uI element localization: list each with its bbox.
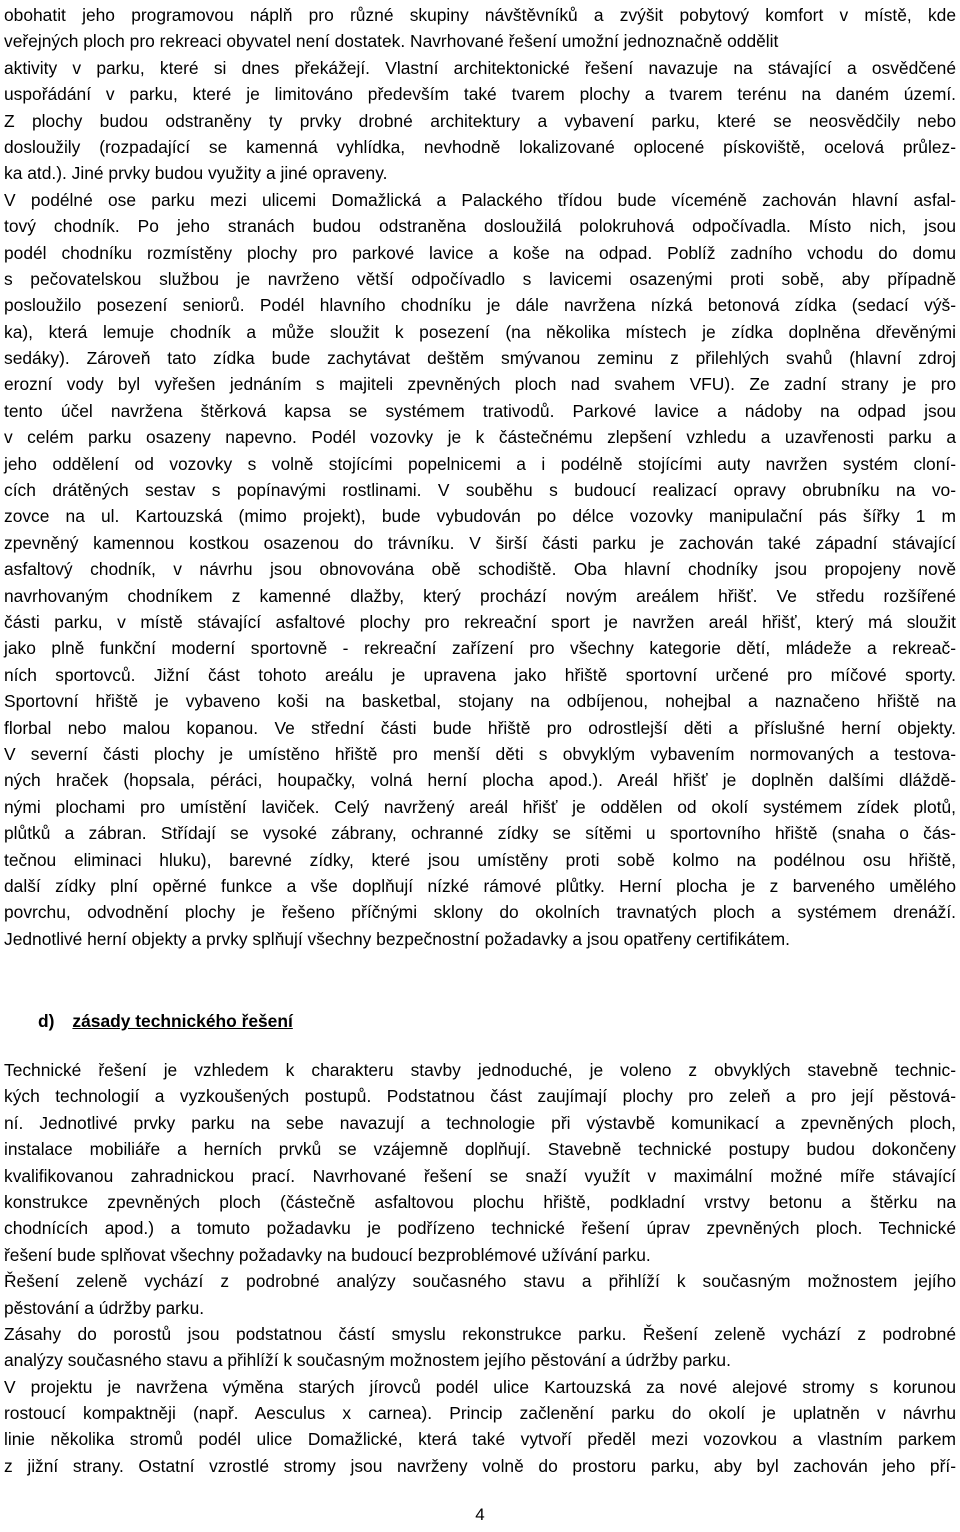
text-line: ných hraček (hopsala, péráci, houpačky, volná herní plocha apod.). Areál hřišť je doplněn dalšími dláždě- [4, 770, 956, 791]
text-line: pěstování a údržby parku. [4, 1297, 205, 1318]
page-number: 4 [475, 1505, 485, 1524]
text-line: Řešení zeleně vychází z podrobné analýzy současného stavu a přihlíží k současným možnostem jejího [4, 1271, 956, 1292]
text-line: veřejných ploch pro rekreaci obyvatel není dostatek. Navrhované řešení umožní jednoznačně oddělit [4, 31, 779, 52]
text-line: další zídky plní opěrné funkce a vše doplňují nízké rámové plůtky. Herní plocha je z barveného umělého [4, 875, 956, 896]
text-line: jako plně funkční moderní sportovně - rekreační zařízení pro všechny kategorie dětí, mládeže a rekreač- [4, 638, 956, 659]
section-heading-title: zásady technického řešení [72, 1011, 293, 1031]
text-line: jeho oddělení od vozovky s volně stojícími popelnicemi a i podélně stojícími auty navržen systém cloní- [4, 453, 956, 474]
text-line: ka atd.). Jiné prvky budou využity a jiné opraveny. [4, 163, 388, 184]
text-line: v celém parku osazeny napevno. Podél vozovky je k částečnému zlepšení vzhledu a uzavřenosti parku a [4, 427, 956, 448]
text-line: nými plochami pro umístění laviček. Celý navržený areál hřišť je oddělen od okolí systémem zídek plotů, [4, 796, 956, 817]
text-line: tový chodník. Po jeho stranách budou odstraněna dosloužilá polokruhová odpočívadla. Místo nich, jsou [4, 216, 956, 237]
text-line: erozní vody byl vyřešen jednáním s majiteli zpevněných ploch nad svahem VFU). Ze zadní strany je pro [4, 374, 956, 395]
text-line: části parku, v místě stávající asfaltové plochy pro rekreační sport je navržen areál hřišť, který má sloužit [4, 611, 956, 632]
text-line: s pečovatelskou službou je navrženo větší odpočívadlo s lavicemi osazenými proti sobě, aby případně [4, 268, 956, 289]
text-line: instalace mobiliáře a herních prvků se vzájemně doplňují. Stavebně technické postupy budou dokončeny [4, 1139, 956, 1160]
text-line: z jižní strany. Ostatní vzrostlé stromy jsou navrženy volně do prostoru parku, aby byl zachován jeho pří- [4, 1455, 956, 1476]
text-line: ka), která lemuje chodník a může sloužit k posezení (na několika místech je zídka doplněna dřevěnými [4, 321, 956, 342]
text-line: zovce na ul. Kartouzská (mimo projekt), bude vybudován po délce vozovky manipulační pás šířky 1 m [4, 506, 956, 527]
text-line: aktivity v parku, které si dnes překážejí. Vlastní architektonické řešení navazuje na stávající a osvědčené [4, 57, 956, 78]
body-text-bottom [4, 1057, 956, 1479]
text-line: florbal nebo malou kopanou. Ve střední části bude hřiště pro odrostlejší děti a příslušné herní objekty. [4, 717, 956, 738]
text-line: linie několika stromů podél ulice Domažlické, která také vytvoří předěl mezi vozovkou a vlastním parkem [4, 1429, 956, 1450]
text-line: ních sportovců. Jižní část tohoto areálu je upravena jako hřiště sportovní určené pro míčové sporty. [4, 664, 956, 685]
text-line: kých technologií a vyzkoušených postupů. Podstatnou část zaujímají plochy pro zeleň a pro její pěstová- [4, 1086, 956, 1107]
text-line: navrhovaným chodníkem z kamenné dlažby, který prochází novým areálem hřišť. Ve středu rozšířené [4, 585, 956, 606]
text-line: Sportovní hřiště je vybaveno koši na basketbal, stojany na odbíjenou, nohejbal a naznačeno hřiště na [4, 691, 956, 712]
text-line: chodnících apod.) a tomuto požadavku je podřízeno technické řešení úprav zpevněných ploch. Technické [4, 1218, 956, 1239]
text-line: zpevněný kamennou kostkou osazenou do trávníku. V širší části parku je zachován také západní stávající [4, 532, 956, 553]
text-line: V podélné ose parku mezi ulicemi Domažlická a Palackého třídou bude víceméně zachován hlavní asfal- [4, 189, 956, 210]
text-line: V projektu je navržena výměna starých jírovců podél ulice Kartouzská za nové alejové stromy s korunou [4, 1376, 956, 1397]
section-heading [38, 1008, 293, 1034]
text-line: cích drátěných sestav s popínavými rostlinami. V souběhu s budoucí realizací opravy obrubníku na vo- [4, 480, 956, 501]
text-line: sedáky). Zároveň tato zídka bude zachytávat deštěm smývanou zeminu z přilehlých svahů (hlavní zdroj [4, 348, 956, 369]
text-line: analýzy současného stavu a přihlíží k současným možnostem jejího pěstování a údržby parku. [4, 1350, 731, 1371]
text-line: konstrukce zpevněných ploch (částečně asfaltovou plochu hřiště, podkladní vrstvy betonu a štěrku na [4, 1191, 956, 1212]
text-line: plůtků a zábran. Střídají se vysoké zábrany, ochranné zídky se sítěmi u sportovního hřiště (snaha o čás- [4, 823, 956, 844]
text-line: povrchu, odvodnění plochy je řešeno příčnými sklony do okolních travnatých ploch a systémem drenáží. [4, 902, 956, 923]
text-line: Z plochy budou odstraněny ty prvky drobné architektury a vybavení parku, které se neosvědčily nebo [4, 110, 956, 131]
text-line: tečnou eliminaci hluku), barevné zídky, které jsou umístěny proti sobě kolmo na podélnou osu hřiště, [4, 849, 956, 870]
text-line: dosloužily (rozpadající se kamenná vyhlídka, nevhodně lokalizované oplocené pískoviště, ocelová průlez- [4, 136, 956, 157]
text-line: uspořádání v parku, které je limitováno především také tvarem plochy a tvarem terénu na daném území. [4, 84, 956, 105]
text-line: ní. Jednotlivé prvky parku na sebe navazují a technologie při výstavbě komunikací a zpevněných ploch, [4, 1112, 956, 1133]
text-line: posloužilo posezení seniorů. Podél hlavního chodníku je dále navržena nízká betonová zídka (sedací výš- [4, 295, 956, 316]
text-line: Jednotlivé herní objekty a prvky splňují všechny bezpečnostní požadavky a jsou opatřeny certifikátem. [4, 928, 790, 949]
text-line: Technické řešení je vzhledem k charakteru stavby jednoduché, je voleno z obvyklých stavebně technic- [4, 1060, 956, 1080]
text-line: podél chodníku rozmístěny plochy pro parkové lavice a koše na odpad. Poblíž zadního vchodu do domu [4, 242, 956, 263]
text-line: asfaltový chodník, v návrhu jsou obnovována obě schodiště. Oba hlavní chodníky jsou propojeny nově [4, 559, 956, 580]
text-line: Zásahy do porostů jsou podstatnou částí smyslu rekonstrukce parku. Řešení zeleně vychází z podrobné [4, 1323, 956, 1344]
text-line: tento účel navržena štěrková kapsa se systémem trativodů. Parkové lavice a nádoby na odpad jsou [4, 400, 956, 421]
text-line: obohatit jeho programovou náplň pro různé skupiny návštěvníků a zvýšit pobytový komfort v místě, kde [4, 5, 956, 25]
text-line: rostoucí kompaktněji (např. Aesculus x carnea). Princip začlenění parku do okolí je uplatněn v návrhu [4, 1403, 956, 1424]
body-text-top [4, 2, 956, 952]
text-line: řešení bude splňovat všechny požadavky na budoucí bezproblémové užívání parku. [4, 1244, 651, 1265]
text-line: V severní části plochy je umístěno hřiště pro menší děti s obvyklým vybavením normovaných a testova- [4, 743, 956, 764]
text-line: kvalifikovanou zahradnickou prací. Navrhované řešení se snaží využít v maximální možné míře stávající [4, 1165, 956, 1186]
section-heading-marker: d) [38, 1011, 55, 1031]
